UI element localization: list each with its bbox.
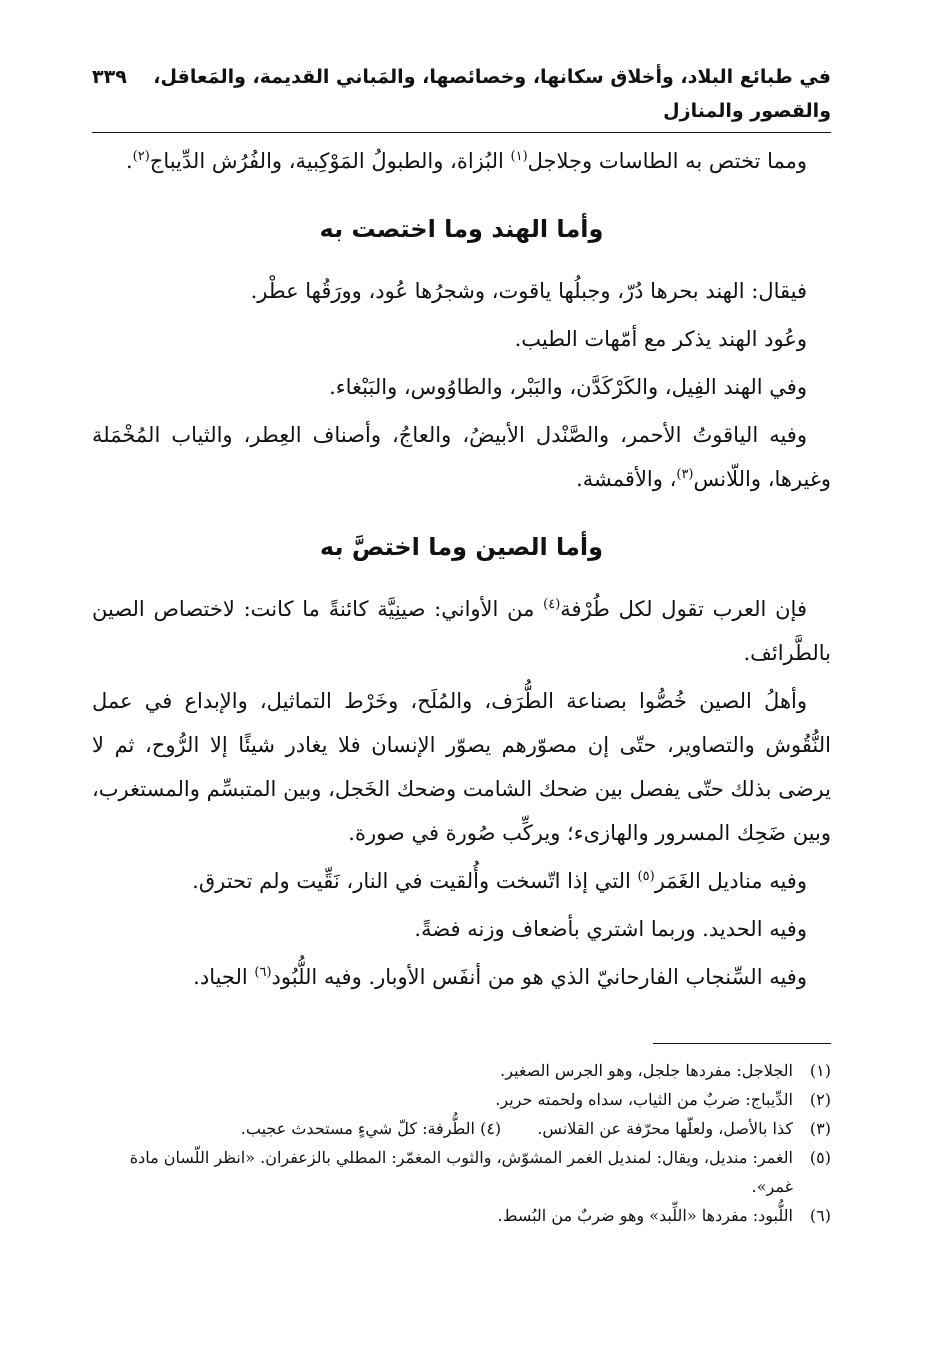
footnote-text: الدِّيباج: ضربٌ من الثياب، سداه ولحمته حرير. [495,1090,793,1109]
china-paragraph-5 [92,955,831,999]
footnote-text: الجلاجل: مفردها جلجل، وهو الجرس الصغير. [500,1061,793,1080]
china-paragraph-2: وأهلُ الصين خُصُّوا بصناعة الطُّرَف، والمُلَح، وخَرْط التماثيل، والإبداع في عمل النُّقُوش والتصاوير، حتّى إن مصوّرهم يصوّر الإنسان فلا يغادر شيئًا إلا الرُّوح، ثم لا يرضى بذلك حتّى يفصل بين ضحك الشامت وضحك الخَجل، وبين المتبسِّم والمستغرب، وبين ضَحِك المسرور والهازىء؛ ويركِّب صُورة في صورة. [92,689,831,845]
footnotes [92,1056,831,1230]
section-title-china: وأما الصين وما اختصَّ به [319,533,604,561]
section-title-india: وأما الهند وما اختصت به [319,215,604,243]
footnote-ref-3: (٣) [676,467,694,482]
footnote-number: (٢) [809,1090,831,1109]
footnote-number: (٥) [809,1148,831,1167]
running-title: في طبائع البلاد، وأخلاق سكانها، وخصائصها، والمَباني القديمة، والمَعاقل، والقصور والمنازل [153,66,831,122]
footnote-6 [92,1201,831,1230]
footnote-text: الطُّرفة: كلّ شيءٍ مستحدث عجيب. [240,1119,475,1138]
running-header [92,60,831,133]
footnote-text: كذا بالأصل، ولعلّها محرّفة عن القلانس. [537,1119,793,1138]
footnote-3-and-4 [92,1114,831,1143]
intro-text-middle: البُزاة، والطبولُ المَوْكِبية، والفُرُش الدِّيباج [149,149,511,173]
footnote-ref-2: (٢) [132,149,150,164]
china-paragraph-3-end: التي إذا اتّسخت وأُلقيت في النار، نَقِّيت ولم تحترق. [192,869,638,893]
footnote-ref-6: (٦) [254,965,272,980]
footnote-number: (٤) [480,1119,502,1138]
footnote-1 [92,1056,831,1085]
india-paragraph-4-end: ، والأقمشة. [576,467,677,491]
footnote-ref-1: (١) [510,149,528,164]
intro-text-end: . [125,149,133,173]
china-paragraph-5-start: وفيه السِّنجاب الفارحانيّ الذي هو من أنفَس الأوبار. وفيه اللُّبُود [271,965,807,989]
footnote-number: (٣) [809,1119,831,1138]
footnote-2 [92,1085,831,1114]
china-paragraph-1-end: من الأواني: صينِيَّة كائنةً ما كانت: لاختصاص الصين بالطَّرائف. [92,597,831,665]
intro-text-start: ومما تختص به الطاسات وجلاجل [527,149,807,173]
footnote-number: (٦) [809,1206,831,1225]
china-paragraph-5-end: الجياد. [193,965,255,989]
footnote-text: الغمر: منديل، ويقال: لمنديل الغمر المشوّش، والثوب المغمّر: المطلي بالزعفران. «انظر اللّسان مادة غمر». [129,1148,793,1196]
book-page [92,60,831,1325]
india-paragraph-2: وعُود الهند يذكر مع أمّهات الطيب. [514,327,807,351]
india-paragraph-4 [92,413,831,501]
footnote-text: اللُّبود: مفردها «اللِّبد» وهو ضربٌ من البُسط. [497,1206,793,1225]
footnote-ref-4: (٤) [543,597,561,612]
india-paragraph-1: فيقال: الهند بحرها دُرّ، وجبلُها ياقوت، وشجرُها عُود، وورَقُها عطْر. [250,279,807,303]
footnote-5 [92,1143,831,1201]
china-paragraph-4: وفيه الحديد. وربما اشتري بأضعاف وزنه فضةً. [414,917,807,941]
china-paragraph-1-start: فإن العرب تقول لكل طُرْفة [560,597,807,621]
footnote-divider [653,1043,831,1044]
footnote-ref-5: (٥) [637,869,655,884]
china-paragraph-3 [92,859,831,903]
intro-paragraph [92,139,831,183]
india-paragraph-4-start: وفيه الياقوتُ الأحمر، والصَّنْدل الأبيضُ، والعاجُ، وأصناف العِطر، والثياب المُخْمَلة وغيرها، واللّانس [92,423,831,491]
main-text [92,139,831,999]
page-number: ٣٣٩ [92,66,127,88]
india-paragraph-3: وفي الهند الفِيل، والكَرْكَدَّن، والبَبْر، والطاوُوس، والبَبْغاء. [329,375,807,399]
china-paragraph-3-start: وفيه مناديل الغَمَر [654,869,807,893]
china-paragraph-1 [92,587,831,675]
footnote-number: (١) [809,1061,831,1080]
